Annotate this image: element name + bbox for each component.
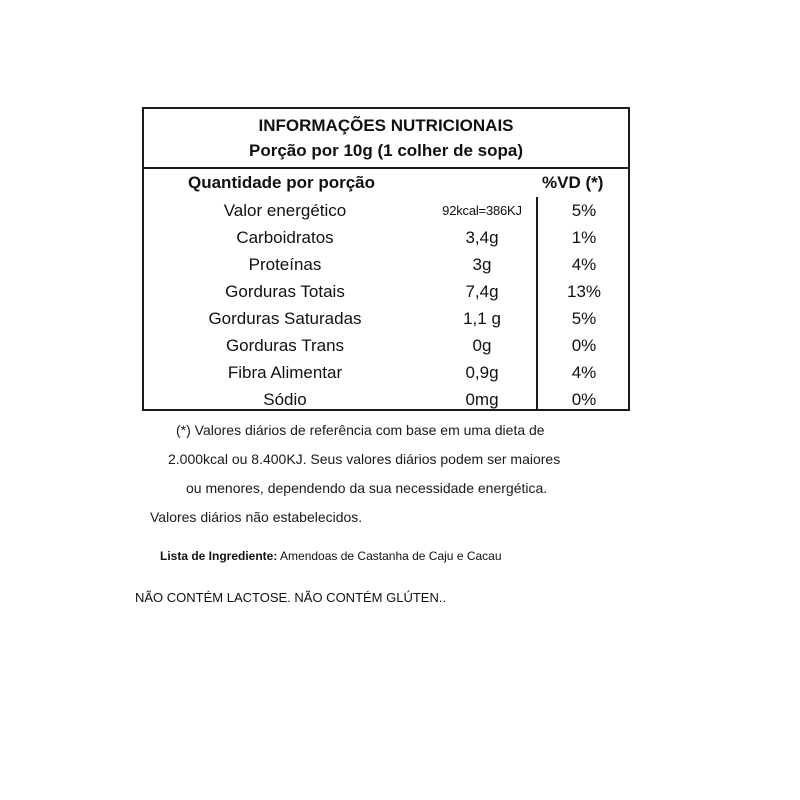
nutrient-name: Carboidratos — [236, 228, 334, 247]
nutrient-daily-value: 0% — [571, 390, 597, 409]
nutrient-amount: 0g — [472, 336, 492, 355]
table-row — [144, 332, 628, 359]
footnote-line: ou menores, dependendo da sua necessidade energética. — [186, 480, 548, 496]
column-divider — [536, 197, 538, 411]
ingredient-value: Amendoas de Castanha de Caju e Cacau — [280, 549, 502, 563]
ingredient-label: Lista de Ingrediente: — [160, 549, 278, 563]
table-row — [144, 251, 628, 278]
table-row — [144, 305, 628, 332]
nutrient-name: Gorduras Totais — [225, 282, 345, 301]
nutrient-daily-value: 5% — [571, 201, 597, 220]
column-headers — [144, 169, 628, 197]
table-row — [144, 224, 628, 251]
ingredient-list — [160, 546, 502, 566]
nutrient-name: Fibra Alimentar — [227, 363, 343, 382]
nutrient-name: Sódio — [263, 390, 307, 409]
allergen-notice: NÃO CONTÉM LACTOSE. NÃO CONTÉM GLÚTEN.. — [135, 590, 447, 605]
nutrient-amount: 1,1 g — [463, 309, 501, 328]
nutrient-name: Valor energético — [223, 201, 347, 220]
daily-value-column-header: %VD (*) — [542, 173, 604, 192]
nutrient-rows — [144, 197, 628, 413]
table-row — [144, 197, 628, 224]
nutrient-amount: 3g — [472, 255, 492, 274]
nutrient-name: Gorduras Saturadas — [208, 309, 362, 328]
nutrient-amount: 3,4g — [465, 228, 499, 247]
nutrition-facts-table — [142, 107, 630, 411]
nutrient-daily-value: 4% — [571, 255, 597, 274]
nutrient-name: Gorduras Trans — [225, 336, 345, 355]
nutrient-daily-value: 5% — [571, 309, 597, 328]
footnote-line: Valores diários não estabelecidos. — [150, 509, 363, 525]
nutrient-daily-value: 0% — [571, 336, 597, 355]
footnote-line: (*) Valores diários de referência com base em uma dieta de — [176, 422, 545, 438]
nutrient-amount: 7,4g — [465, 282, 499, 301]
nutrient-daily-value: 13% — [566, 282, 602, 301]
nutrient-daily-value: 1% — [571, 228, 597, 247]
table-header — [144, 109, 628, 169]
nutrient-amount: 92kcal=386KJ — [442, 203, 522, 218]
nutrient-amount: 0,9g — [465, 363, 499, 382]
nutrient-amount: 0mg — [465, 390, 499, 409]
daily-value-footnote — [150, 416, 630, 532]
quantity-column-header: Quantidade por porção — [188, 173, 376, 192]
nutrient-name: Proteínas — [248, 255, 322, 274]
table-row — [144, 386, 628, 413]
table-title: INFORMAÇÕES NUTRICIONAIS — [258, 116, 514, 135]
footnote-line: 2.000kcal ou 8.400KJ. Seus valores diários podem ser maiores — [168, 451, 561, 467]
nutrient-daily-value: 4% — [571, 363, 597, 382]
serving-size: Porção por 10g (1 colher de sopa) — [249, 141, 523, 160]
table-row — [144, 278, 628, 305]
table-row — [144, 359, 628, 386]
